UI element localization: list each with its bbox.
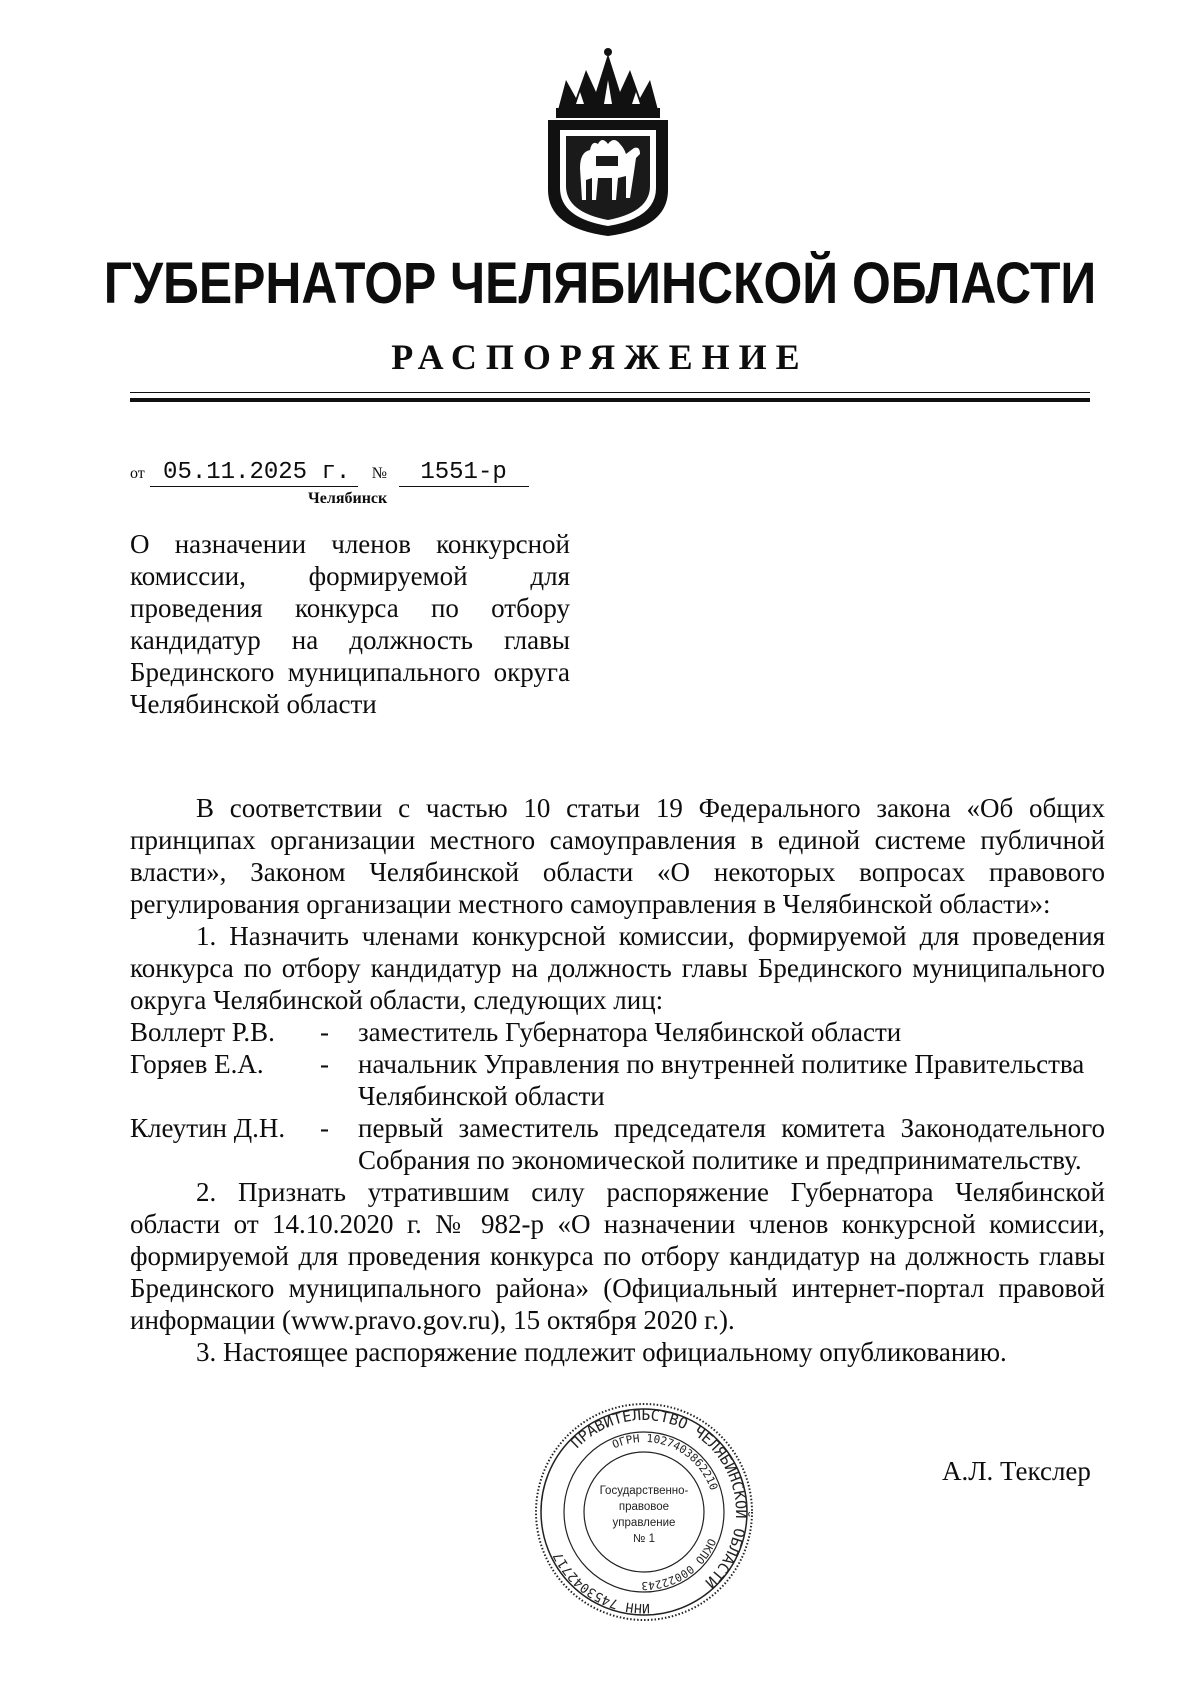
subject-line: кандидатур на должность главы: [130, 625, 570, 655]
city-label: Челябинск: [308, 490, 388, 507]
header-rule-thin: [130, 392, 1090, 393]
member-dash: -: [320, 1049, 329, 1079]
subject-line: проведения конкурса по отбору: [130, 593, 570, 623]
member-position: заместитель Губернатора Челябинской области: [358, 1017, 902, 1047]
number-label: №: [371, 465, 388, 482]
official-stamp: [532, 1400, 756, 1624]
stamp-ogrn: ОГРН 1027403862210: [610, 1431, 721, 1493]
document-date: 05.11.2025 г.: [150, 460, 358, 487]
issuer-title: ГУБЕРНАТОР ЧЕЛЯБИНСКОЙ ОБЛАСТИ: [103, 251, 1097, 316]
member-position: начальник Управления по внутренней политике Правительства Челябинской области: [358, 1049, 1085, 1111]
subject-line: комиссии, формируемой для: [130, 561, 570, 591]
member-position: первый заместитель председателя комитета Законодательного Собрания по экономической политике и предпринимательству.: [358, 1113, 1105, 1175]
subject-line: О назначении членов конкурсной: [130, 529, 570, 559]
from-label: от: [130, 465, 145, 482]
stamp-inn: ИНН 7453042717: [550, 1549, 650, 1616]
document-number: 1551-р: [399, 460, 529, 487]
member-row: [130, 1112, 1105, 1176]
svg-text:ИНН 7453042717: [551, 1549, 650, 1615]
stamp-outer-text: ПРАВИТЕЛЬСТВО ЧЕЛЯБИНСКОЙ ОБЛАСТИ: [567, 1405, 751, 1592]
stamp-center-line: управление: [612, 1517, 676, 1529]
document-subject: [130, 528, 570, 720]
item-3-paragraph: 3. Настоящее распоряжение подлежит официальному опубликованию.: [196, 1337, 1007, 1367]
header-rule-thick: [130, 398, 1090, 402]
member-row: [130, 1048, 1105, 1112]
document-body: [130, 792, 1105, 1368]
preamble-paragraph: В соответствии с частью 10 статьи 19 Федерального закона «Об общих принципах организации местного самоуправления в единой системе публичной власти», Законом Челябинской области «О некоторых вопросах правового регулирования организации местного самоуправления в Челябинской области»:: [130, 793, 1105, 919]
stamp-center-line: № 1: [633, 1533, 655, 1545]
subject-line: Челябинской области: [130, 689, 377, 719]
document-type-heading: РАСПОРЯЖЕНИЕ: [391, 337, 809, 377]
member-name: Горяев Е.А.: [130, 1049, 264, 1079]
item-1-paragraph: 1. Назначить членами конкурсной комиссии, формируемой для проведения конкурса по отбору кандидатур на должность главы Брединского муниципального округа Челябинской области, следующих лиц:: [130, 921, 1105, 1015]
item-2-paragraph: 2. Признать утратившим силу распоряжение Губернатора Челябинской области от 14.10.2020 г. № 982-р «О назначении членов конкурсной комиссии, формируемой для проведения конкурса по отбору кандидатур на должность главы Брединского муниципального района» (Официальный интернет-портал правовой информации (www.pravo.gov.ru), 15 октября 2020 г.).: [130, 1177, 1105, 1335]
stamp-center-line: правовое: [618, 1501, 670, 1513]
coat-of-arms-emblem: [536, 40, 680, 240]
subject-line: Брединского муниципального округа: [130, 657, 570, 687]
stamp-okpo: ОКПО 00022243: [641, 1536, 719, 1593]
member-row: [130, 1016, 1105, 1048]
signer-name: А.Л. Текслер: [942, 1456, 1091, 1486]
date-number-line: [130, 458, 529, 487]
member-name: Клеутин Д.Н.: [130, 1113, 286, 1143]
member-dash: -: [320, 1113, 329, 1143]
stamp-center-line: Государственно-: [599, 1485, 689, 1497]
member-dash: -: [320, 1017, 329, 1047]
member-name: Воллерт Р.В.: [130, 1017, 275, 1047]
